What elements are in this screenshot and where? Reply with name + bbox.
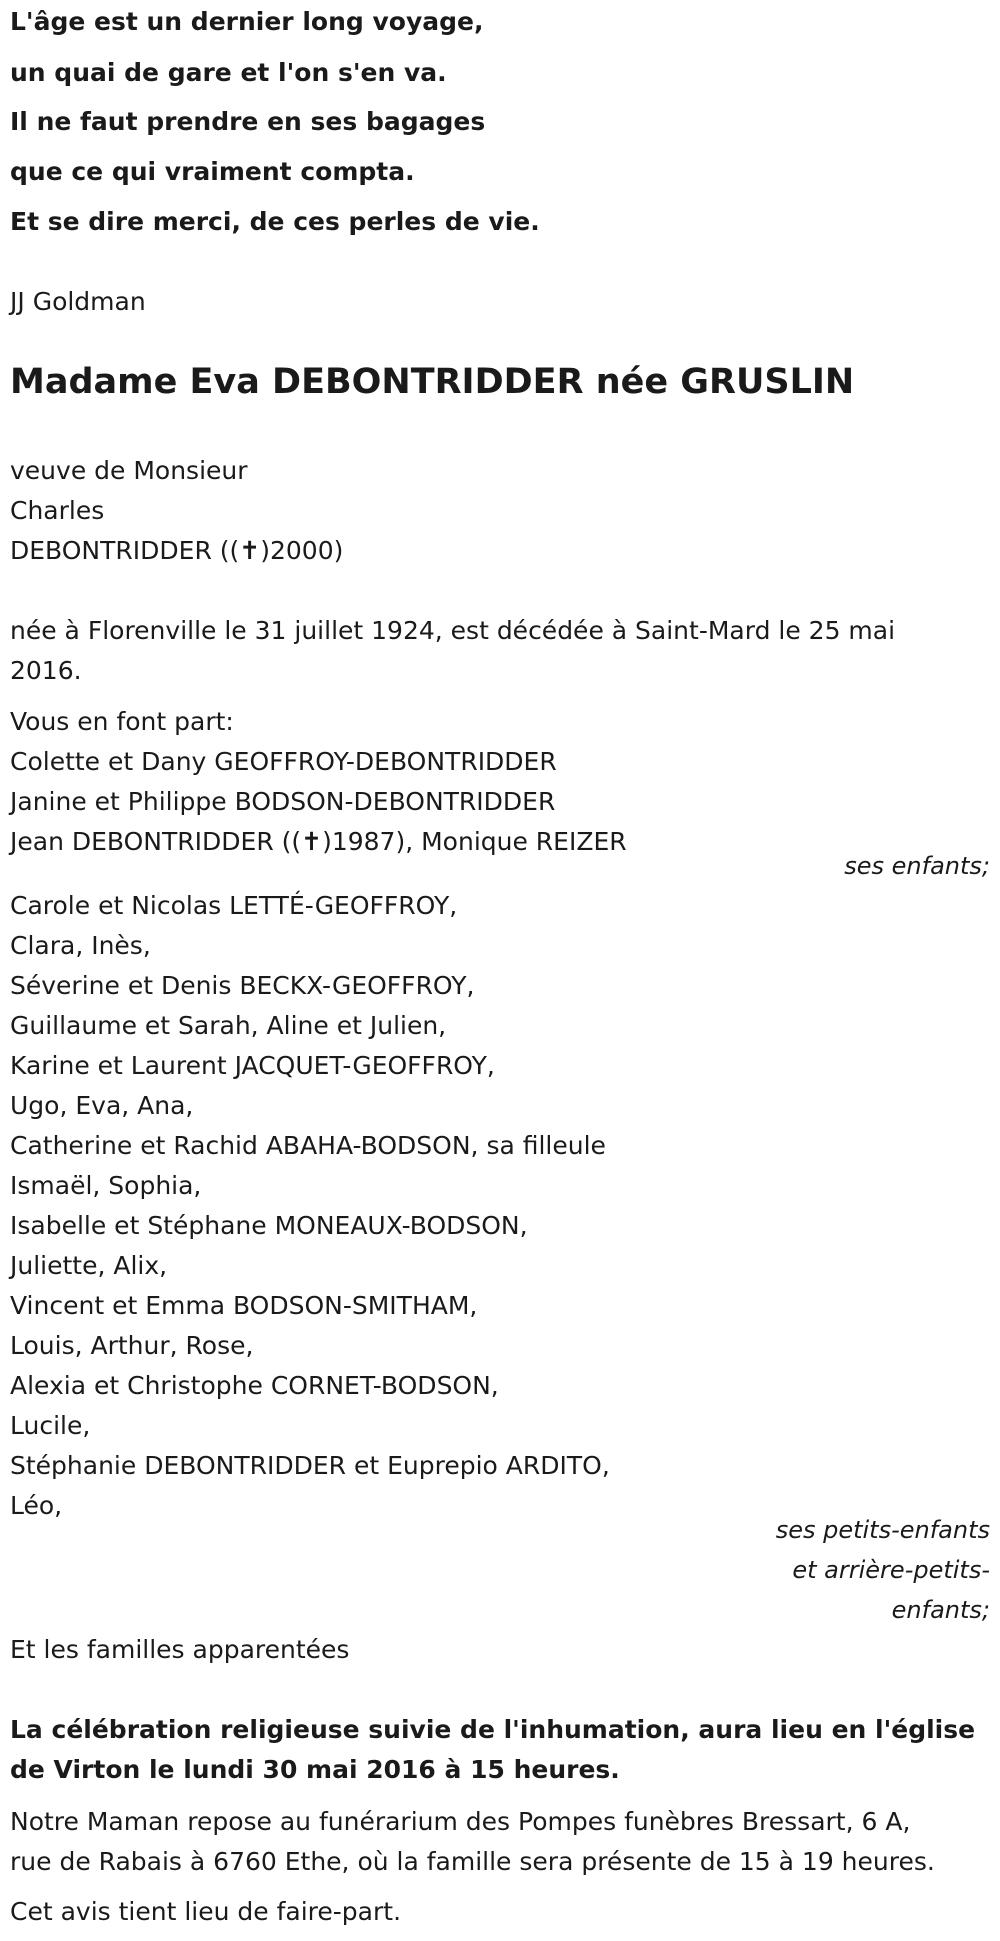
grandchild-line: Carole et Nicolas LETTÉ-GEOFFROY, <box>10 891 458 920</box>
deceased-name: Madame Eva DEBONTRIDDER née GRUSLIN <box>10 362 855 402</box>
child-line: Jean DEBONTRIDDER ((✝)1987), Monique REIZER <box>10 827 627 856</box>
poem-line-1: L'âge est un dernier long voyage, <box>10 7 484 36</box>
birth-death-line-1: née à Florenville le 31 juillet 1924, est décédée à Saint-Mard le 25 mai <box>10 616 896 645</box>
grandchild-line: Léo, <box>10 1491 63 1520</box>
grandchild-line: Karine et Laurent JACQUET-GEOFFROY, <box>10 1051 495 1080</box>
grandchild-line: Ugo, Eva, Ana, <box>10 1091 194 1120</box>
grandchildren-label-line-3: enfants; <box>891 1596 990 1624</box>
grandchild-line: Catherine et Rachid ABAHA-BODSON, sa filleule <box>10 1131 606 1160</box>
grandchild-line: Alexia et Christophe CORNET-BODSON, <box>10 1371 499 1400</box>
ceremony-line-1: La célébration religieuse suivie de l'inhumation, aura lieu en l'église <box>10 1715 976 1744</box>
grandchildren-label-line-2: et arrière-petits- <box>792 1556 990 1584</box>
rest-info-line-1: Notre Maman repose au funérarium des Pompes funèbres Bressart, 6 A, <box>10 1807 911 1836</box>
child-line: Colette et Dany GEOFFROY-DEBONTRIDDER <box>10 747 557 776</box>
announce-intro: Vous en font part: <box>10 707 234 736</box>
related-families: Et les familles apparentées <box>10 1635 350 1664</box>
widow-line-3: DEBONTRIDDER ((✝)2000) <box>10 536 344 565</box>
child-line: Janine et Philippe BODSON-DEBONTRIDDER <box>10 787 556 816</box>
poem-line-5: Et se dire merci, de ces perles de vie. <box>10 207 540 236</box>
grandchild-line: Lucile, <box>10 1411 91 1440</box>
poem-line-3: Il ne faut prendre en ses bagages <box>10 107 486 136</box>
grandchildren-label-line-1: ses petits-enfants <box>775 1516 990 1544</box>
grandchild-line: Guillaume et Sarah, Aline et Julien, <box>10 1011 447 1040</box>
poem-line-2: un quai de gare et l'on s'en va. <box>10 58 447 87</box>
ceremony-line-2: de Virton le lundi 30 mai 2016 à 15 heures. <box>10 1755 620 1784</box>
closing-note: Cet avis tient lieu de faire-part. <box>10 1897 402 1926</box>
poem-author: JJ Goldman <box>10 287 146 316</box>
children-label: ses enfants; <box>844 852 990 880</box>
grandchild-line: Stéphanie DEBONTRIDDER et Euprepio ARDITO, <box>10 1451 610 1480</box>
grandchild-line: Isabelle et Stéphane MONEAUX-BODSON, <box>10 1211 528 1240</box>
grandchild-line: Ismaël, Sophia, <box>10 1171 202 1200</box>
poem-line-4: que ce qui vraiment compta. <box>10 157 415 186</box>
rest-info-line-2: rue de Rabais à 6760 Ethe, où la famille sera présente de 15 à 19 heures. <box>10 1847 935 1876</box>
grandchild-line: Clara, Inès, <box>10 931 151 960</box>
grandchild-line: Séverine et Denis BECKX-GEOFFROY, <box>10 971 475 1000</box>
grandchild-line: Vincent et Emma BODSON-SMITHAM, <box>10 1291 478 1320</box>
widow-line-2: Charles <box>10 496 105 525</box>
widow-line-1: veuve de Monsieur <box>10 456 248 485</box>
grandchild-line: Louis, Arthur, Rose, <box>10 1331 254 1360</box>
birth-death-line-2: 2016. <box>10 656 82 685</box>
grandchild-line: Juliette, Alix, <box>10 1251 168 1280</box>
